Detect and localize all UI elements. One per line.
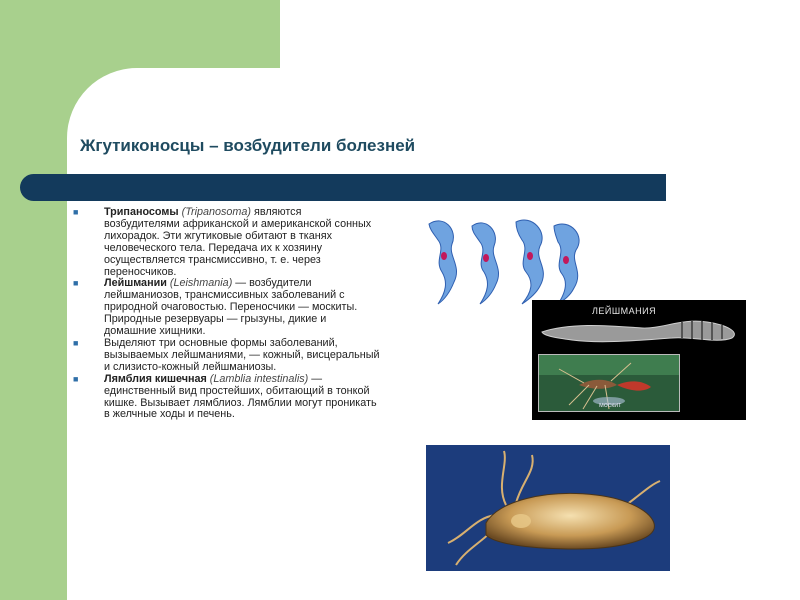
term-bold: Лейшмании — [104, 277, 167, 290]
item-text: — возбудители лейшманиозов, трансмиссивных заболеваний с природной очаговостью. Переносчики — москиты. Природные резервуары — грызуны, дикие и домашние хищники. — [104, 277, 358, 338]
term-latin: (Tripanosoma) — [181, 206, 251, 218]
green-left-strip — [0, 0, 67, 600]
bullet-icon: ■ — [73, 337, 79, 348]
list-item — [70, 338, 380, 374]
term-bold: Трипаносомы — [104, 206, 179, 218]
list-item — [70, 207, 380, 278]
mosquito-photo — [538, 354, 680, 412]
bullet-icon: ■ — [73, 373, 79, 384]
term-latin: (Leishmania) — [169, 277, 233, 290]
term-latin: (Lamblia intestinalis) — [209, 372, 309, 385]
mosquito-icon — [539, 355, 679, 411]
title-underline-bar — [20, 174, 666, 201]
mosquito-label: москит — [599, 402, 622, 409]
bullet-icon: ■ — [73, 207, 79, 217]
list-item — [70, 278, 380, 338]
item-text: являются возбудителями африканской и американской сонных лихорадок. Эти жгутиковые обитают в тканях человеческого тела. Передача их к хозяину осуществляется трансмиссивно, т. е. через переносчиков. — [104, 206, 372, 278]
bullet-list — [70, 207, 380, 421]
leishmania-label: ЛЕЙШМАНИЯ — [592, 306, 657, 316]
lamblia-cell-icon — [426, 445, 670, 571]
list-item — [70, 374, 380, 422]
lamblia-image — [426, 445, 670, 571]
slide-title: Жгутиконосцы – возбудители болезней — [80, 136, 416, 155]
term-bold: Лямблия кишечная — [104, 372, 207, 385]
leishmania-cell-icon — [532, 300, 746, 360]
item-text: — единственный вид простейших, обитающий в тонкой кишке. Вызывает лямблиоз. Лямблии могут проникать в желчные ходы и печень. — [104, 372, 377, 421]
trypanosoma-image — [424, 212, 590, 307]
leishmania-image — [532, 300, 746, 420]
item-text: Выделяют три основные формы заболеваний, вызываемых лейшманиями, — кожный, висцеральный и слизисто-кожный лейшманиозы. — [104, 336, 380, 373]
bullet-icon: ■ — [73, 278, 79, 289]
